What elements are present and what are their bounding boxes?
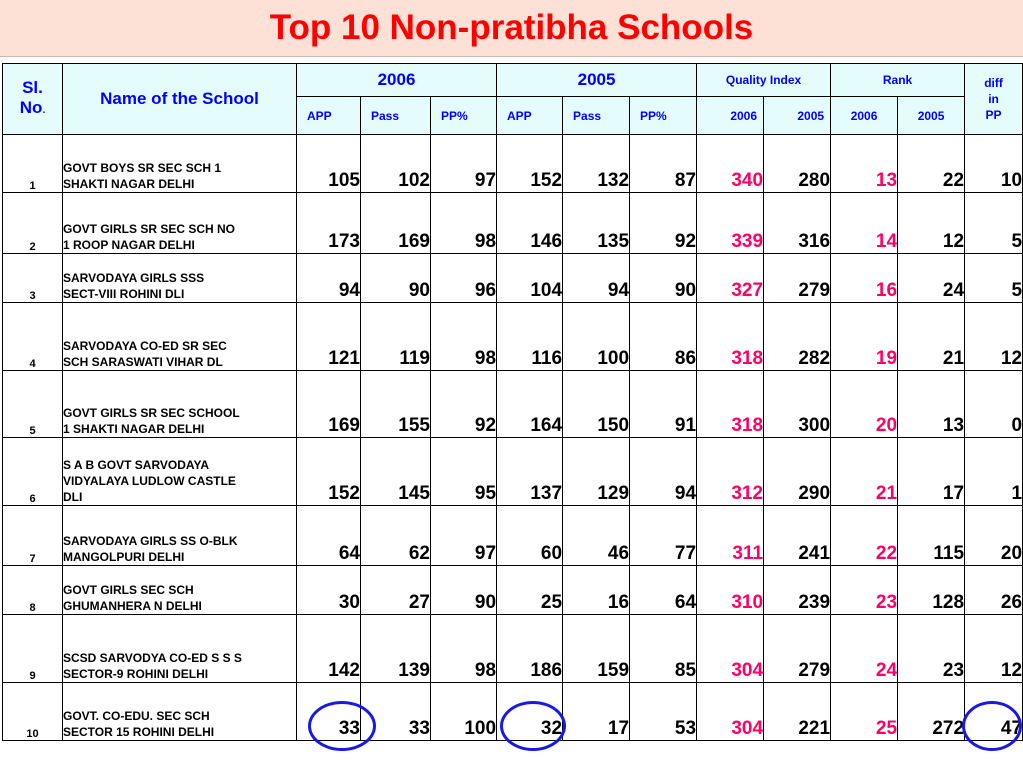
cell-pp-2005: 77: [630, 506, 697, 566]
cell-diff-pp: 1: [965, 438, 1023, 506]
cell-pp-2006: 100: [431, 683, 497, 741]
cell-qi-2005: 241: [764, 506, 831, 566]
cell-diff-pp: 0: [965, 371, 1023, 438]
cell-pass-2005: 94: [563, 254, 630, 303]
cell-pass-2005: 132: [563, 135, 630, 193]
cell-pass-2006: 169: [361, 193, 431, 254]
cell-app-2005: 164: [497, 371, 563, 438]
year-2006-header: 2006: [297, 64, 497, 97]
cell-qi-2005: 221: [764, 683, 831, 741]
cell-diff-pp: 5: [965, 193, 1023, 254]
table-row: [3, 566, 1023, 615]
cell-rank-2005: 23: [898, 615, 965, 683]
cell-app-2006: 105: [297, 135, 361, 193]
diff-pp-header: diff in PP: [965, 64, 1023, 135]
rank-2006-header: 2006: [831, 97, 898, 135]
row-school-name: GOVT. CO-EDU. SEC SCH SECTOR 15 ROHINI DELHI: [63, 683, 297, 741]
cell-qi-2006: 327: [697, 254, 764, 303]
cell-app-2005: 116: [497, 303, 563, 371]
table-row: [3, 303, 1023, 371]
table-row: [3, 193, 1023, 254]
cell-qi-2005: 282: [764, 303, 831, 371]
cell-app-2005: 137: [497, 438, 563, 506]
cell-rank-2005: 24: [898, 254, 965, 303]
cell-diff-pp: 47: [965, 683, 1023, 741]
rank-header: Rank: [831, 64, 965, 97]
year-2005-header: 2005: [497, 64, 697, 97]
row-sl-no: 1: [3, 135, 63, 193]
table-row: [3, 135, 1023, 193]
cell-pass-2005: 17: [563, 683, 630, 741]
quality-index-header: Quality Index: [697, 64, 831, 97]
cell-pass-2006: 119: [361, 303, 431, 371]
sl-no-header: Sl. No.: [3, 64, 63, 135]
cell-rank-2006: 21: [831, 438, 898, 506]
cell-app-2006: 152: [297, 438, 361, 506]
cell-diff-pp: 5: [965, 254, 1023, 303]
cell-pp-2006: 95: [431, 438, 497, 506]
cell-pp-2006: 98: [431, 193, 497, 254]
table-row: [3, 438, 1023, 506]
header-row-main: [3, 64, 1023, 97]
qi-2006-header: 2006: [697, 97, 764, 135]
row-sl-no: 3: [3, 254, 63, 303]
cell-rank-2005: 21: [898, 303, 965, 371]
cell-pp-2005: 64: [630, 566, 697, 615]
cell-pass-2005: 150: [563, 371, 630, 438]
cell-qi-2005: 280: [764, 135, 831, 193]
table-row: [3, 254, 1023, 303]
row-school-name: GOVT GIRLS SR SEC SCH NO 1 ROOP NAGAR DELHI: [63, 193, 297, 254]
cell-qi-2006: 340: [697, 135, 764, 193]
highlight-circle-app-2005: [500, 701, 566, 751]
row-school-name: SARVODAYA CO-ED SR SEC SCH SARASWATI VIHAR DL: [63, 303, 297, 371]
row-sl-no: 2: [3, 193, 63, 254]
cell-rank-2005: 22: [898, 135, 965, 193]
cell-qi-2006: 312: [697, 438, 764, 506]
cell-pp-2006: 90: [431, 566, 497, 615]
cell-app-2006: 169: [297, 371, 361, 438]
cell-rank-2005: 17: [898, 438, 965, 506]
rank-2005-header: 2005: [898, 97, 965, 135]
cell-pp-2006: 98: [431, 615, 497, 683]
cell-app-2006: 33: [297, 683, 361, 741]
cell-rank-2006: 16: [831, 254, 898, 303]
cell-pp-2005: 86: [630, 303, 697, 371]
cell-qi-2005: 316: [764, 193, 831, 254]
cell-app-2006: 173: [297, 193, 361, 254]
table-row: [3, 371, 1023, 438]
app-2005-header: APP: [497, 97, 563, 135]
cell-qi-2005: 279: [764, 254, 831, 303]
cell-pass-2005: 135: [563, 193, 630, 254]
cell-pass-2005: 100: [563, 303, 630, 371]
row-sl-no: 8: [3, 566, 63, 615]
cell-pp-2005: 85: [630, 615, 697, 683]
schools-table: [2, 63, 1023, 741]
pass-2006-header: Pass: [361, 97, 431, 135]
row-sl-no: 9: [3, 615, 63, 683]
cell-pp-2005: 87: [630, 135, 697, 193]
pass-2005-header: Pass: [563, 97, 630, 135]
cell-qi-2006: 304: [697, 683, 764, 741]
row-sl-no: 6: [3, 438, 63, 506]
table-row: [3, 615, 1023, 683]
cell-qi-2006: 318: [697, 371, 764, 438]
cell-qi-2005: 290: [764, 438, 831, 506]
cell-pass-2006: 27: [361, 566, 431, 615]
cell-qi-2005: 239: [764, 566, 831, 615]
cell-qi-2006: 311: [697, 506, 764, 566]
cell-rank-2005: 13: [898, 371, 965, 438]
cell-pp-2005: 53: [630, 683, 697, 741]
row-sl-no: 5: [3, 371, 63, 438]
cell-pass-2006: 155: [361, 371, 431, 438]
cell-app-2006: 94: [297, 254, 361, 303]
cell-rank-2006: 23: [831, 566, 898, 615]
cell-pass-2006: 62: [361, 506, 431, 566]
cell-diff-pp: 20: [965, 506, 1023, 566]
cell-pass-2006: 33: [361, 683, 431, 741]
cell-app-2005: 186: [497, 615, 563, 683]
pp-2005-header: PP%: [630, 97, 697, 135]
cell-app-2006: 142: [297, 615, 361, 683]
cell-app-2005: 25: [497, 566, 563, 615]
cell-pass-2006: 145: [361, 438, 431, 506]
title-banner: [0, 0, 1023, 57]
cell-pass-2006: 102: [361, 135, 431, 193]
cell-rank-2006: 19: [831, 303, 898, 371]
row-sl-no: 4: [3, 303, 63, 371]
row-school-name: S A B GOVT SARVODAYA VIDYALAYA LUDLOW CASTLE DLI: [63, 438, 297, 506]
cell-app-2005: 32: [497, 683, 563, 741]
cell-rank-2005: 12: [898, 193, 965, 254]
cell-rank-2005: 272: [898, 683, 965, 741]
cell-diff-pp: 10: [965, 135, 1023, 193]
pp-2006-header: PP%: [431, 97, 497, 135]
row-school-name: GOVT GIRLS SEC SCH GHUMANHERA N DELHI: [63, 566, 297, 615]
cell-pp-2006: 97: [431, 506, 497, 566]
row-sl-no: 7: [3, 506, 63, 566]
cell-rank-2006: 25: [831, 683, 898, 741]
row-sl-no: 10: [3, 683, 63, 741]
table-row: [3, 506, 1023, 566]
cell-pass-2005: 16: [563, 566, 630, 615]
cell-qi-2006: 318: [697, 303, 764, 371]
cell-pp-2006: 92: [431, 371, 497, 438]
cell-app-2006: 64: [297, 506, 361, 566]
cell-app-2006: 30: [297, 566, 361, 615]
cell-rank-2006: 20: [831, 371, 898, 438]
cell-pass-2005: 129: [563, 438, 630, 506]
cell-rank-2006: 22: [831, 506, 898, 566]
cell-app-2005: 60: [497, 506, 563, 566]
qi-2005-header: 2005: [764, 97, 831, 135]
cell-rank-2005: 128: [898, 566, 965, 615]
cell-qi-2006: 339: [697, 193, 764, 254]
cell-diff-pp: 12: [965, 615, 1023, 683]
cell-pp-2006: 96: [431, 254, 497, 303]
cell-app-2005: 146: [497, 193, 563, 254]
cell-qi-2006: 310: [697, 566, 764, 615]
page-title: Top 10 Non-pratibha Schools: [269, 8, 754, 47]
cell-diff-pp: 26: [965, 566, 1023, 615]
cell-pass-2006: 90: [361, 254, 431, 303]
cell-qi-2006: 304: [697, 615, 764, 683]
cell-app-2005: 152: [497, 135, 563, 193]
cell-rank-2006: 24: [831, 615, 898, 683]
row-school-name: SARVODAYA GIRLS SS O-BLK MANGOLPURI DELHI: [63, 506, 297, 566]
cell-pp-2005: 94: [630, 438, 697, 506]
highlight-circle-app-2006: [308, 701, 376, 751]
cell-pp-2005: 91: [630, 371, 697, 438]
row-school-name: GOVT BOYS SR SEC SCH 1 SHAKTI NAGAR DELHI: [63, 135, 297, 193]
cell-pp-2006: 98: [431, 303, 497, 371]
cell-pass-2005: 159: [563, 615, 630, 683]
cell-rank-2006: 13: [831, 135, 898, 193]
app-2006-header: APP: [297, 97, 361, 135]
cell-pp-2005: 90: [630, 254, 697, 303]
cell-pass-2005: 46: [563, 506, 630, 566]
cell-diff-pp: 12: [965, 303, 1023, 371]
cell-pp-2006: 97: [431, 135, 497, 193]
row-school-name: SARVODAYA GIRLS SSS SECT-VIII ROHINI DLI: [63, 254, 297, 303]
cell-pp-2005: 92: [630, 193, 697, 254]
cell-app-2006: 121: [297, 303, 361, 371]
cell-rank-2005: 115: [898, 506, 965, 566]
cell-qi-2005: 279: [764, 615, 831, 683]
school-name-header: Name of the School: [63, 64, 297, 135]
cell-pass-2006: 139: [361, 615, 431, 683]
cell-qi-2005: 300: [764, 371, 831, 438]
row-school-name: GOVT GIRLS SR SEC SCHOOL 1 SHAKTI NAGAR DELHI: [63, 371, 297, 438]
row-school-name: SCSD SARVODYA CO-ED S S S SECTOR-9 ROHINI DELHI: [63, 615, 297, 683]
highlight-circle-diff: [962, 701, 1022, 751]
cell-app-2005: 104: [497, 254, 563, 303]
cell-rank-2006: 14: [831, 193, 898, 254]
